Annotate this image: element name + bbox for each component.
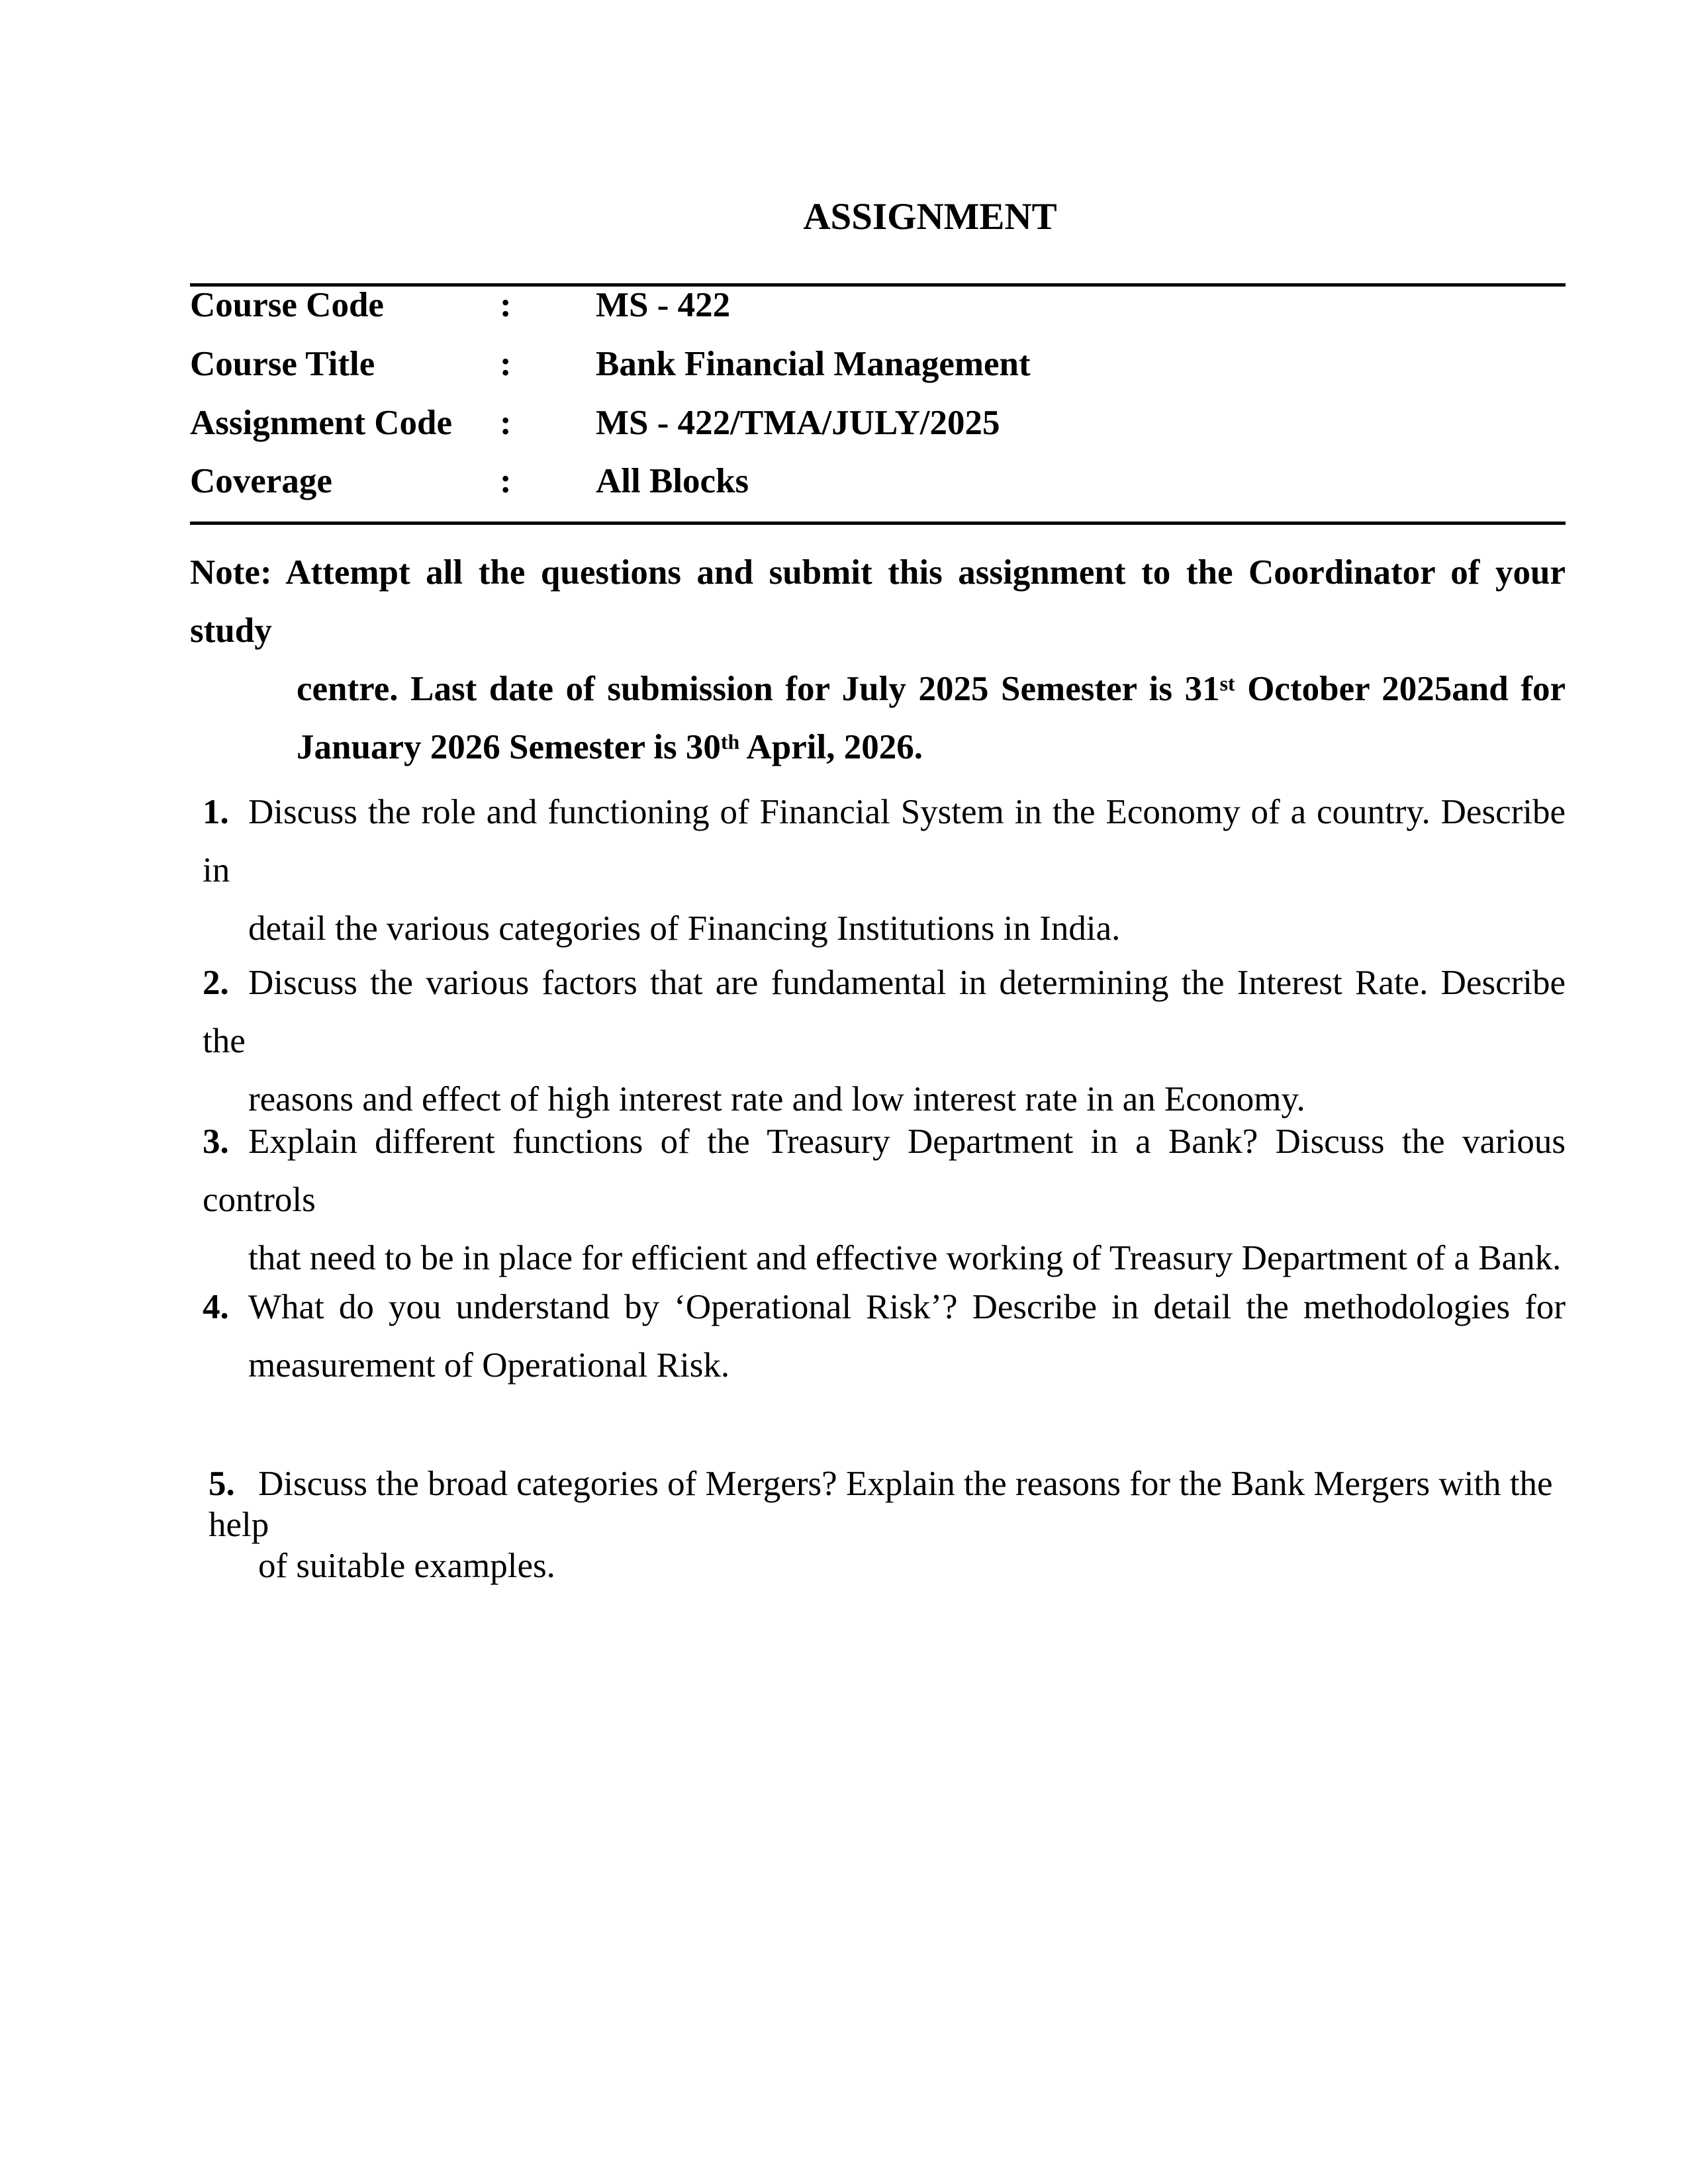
note-line bbox=[190, 660, 1566, 718]
question-number: 3. bbox=[203, 1122, 229, 1161]
question-text: Discuss the broad categories of Mergers? Explain the reasons for the Bank Mergers with the help bbox=[209, 1465, 1553, 1544]
question-text: What do you understand by ‘Operational Risk’? Describe in detail the methodologies for bbox=[248, 1288, 1566, 1326]
question-line: measurement of Operational Risk. bbox=[248, 1346, 730, 1385]
note-line bbox=[190, 543, 1566, 660]
table-row bbox=[190, 404, 1566, 463]
table-row bbox=[190, 463, 1566, 522]
row-colon: : bbox=[500, 286, 512, 324]
question-line: detail the various categories of Financing Institutions in India. bbox=[248, 909, 1121, 948]
question-line bbox=[203, 954, 1566, 1070]
question-line bbox=[203, 783, 1566, 899]
row-label: Course Title bbox=[190, 344, 375, 383]
question-line bbox=[203, 1278, 1566, 1336]
row-colon: : bbox=[500, 462, 512, 501]
course-info-table bbox=[190, 283, 1566, 525]
note-text: April, 2026. bbox=[739, 728, 923, 766]
table-row bbox=[190, 345, 1566, 404]
row-label: Course Code bbox=[190, 286, 384, 324]
row-value: MS - 422 bbox=[596, 286, 731, 324]
ordinal-superscript: th bbox=[720, 730, 740, 754]
question-number: 2. bbox=[203, 964, 229, 1002]
question-item-4 bbox=[203, 1278, 1566, 1394]
question-line: that need to be in place for efficient and effective working of Treasury Department of a Bank. bbox=[248, 1239, 1562, 1277]
question-item-1 bbox=[203, 783, 1566, 958]
note-paragraph bbox=[190, 543, 1566, 776]
question-text: Explain different functions of the Treasury Department in a Bank? Discuss the various controls bbox=[203, 1122, 1566, 1219]
document-title-text: ASSIGNMENT bbox=[803, 196, 1057, 238]
question-number: 1. bbox=[203, 793, 229, 831]
question-line bbox=[209, 1463, 1566, 1545]
question-line: of suitable examples. bbox=[258, 1547, 555, 1585]
row-value: MS - 422/TMA/JULY/2025 bbox=[596, 403, 1000, 442]
note-text: centre. Last date of submission for July 2025 Semester is 31 bbox=[297, 670, 1220, 708]
question-line bbox=[203, 1113, 1566, 1229]
document-title bbox=[0, 194, 1688, 240]
question-number: 4. bbox=[203, 1288, 229, 1326]
row-value: All Blocks bbox=[596, 462, 749, 501]
question-item-5 bbox=[209, 1463, 1566, 1586]
note-text: January 2026 Semester is 30 bbox=[297, 728, 721, 766]
row-value: Bank Financial Management bbox=[596, 344, 1031, 383]
row-colon: : bbox=[500, 403, 512, 442]
question-line: reasons and effect of high interest rate and low interest rate in an Economy. bbox=[248, 1080, 1305, 1118]
note-text: Attempt all the questions and submit this assignment to the Coordinator of your study bbox=[190, 553, 1566, 650]
row-colon: : bbox=[500, 344, 512, 383]
note-label: Note: bbox=[190, 553, 272, 592]
question-number: 5. bbox=[209, 1465, 235, 1503]
question-text: Discuss the role and functioning of Financial System in the Economy of a country. Describe in bbox=[203, 793, 1566, 889]
note-text: October 2025and for bbox=[1235, 670, 1566, 708]
question-item-2 bbox=[203, 954, 1566, 1128]
question-text: Discuss the various factors that are fundamental in determining the Interest Rate. Describe the bbox=[203, 964, 1566, 1060]
ordinal-superscript: st bbox=[1219, 672, 1235, 696]
row-label: Coverage bbox=[190, 462, 332, 501]
question-item-3 bbox=[203, 1113, 1566, 1287]
table-row bbox=[190, 287, 1566, 345]
note-line bbox=[190, 718, 1566, 776]
row-label: Assignment Code bbox=[190, 403, 453, 442]
